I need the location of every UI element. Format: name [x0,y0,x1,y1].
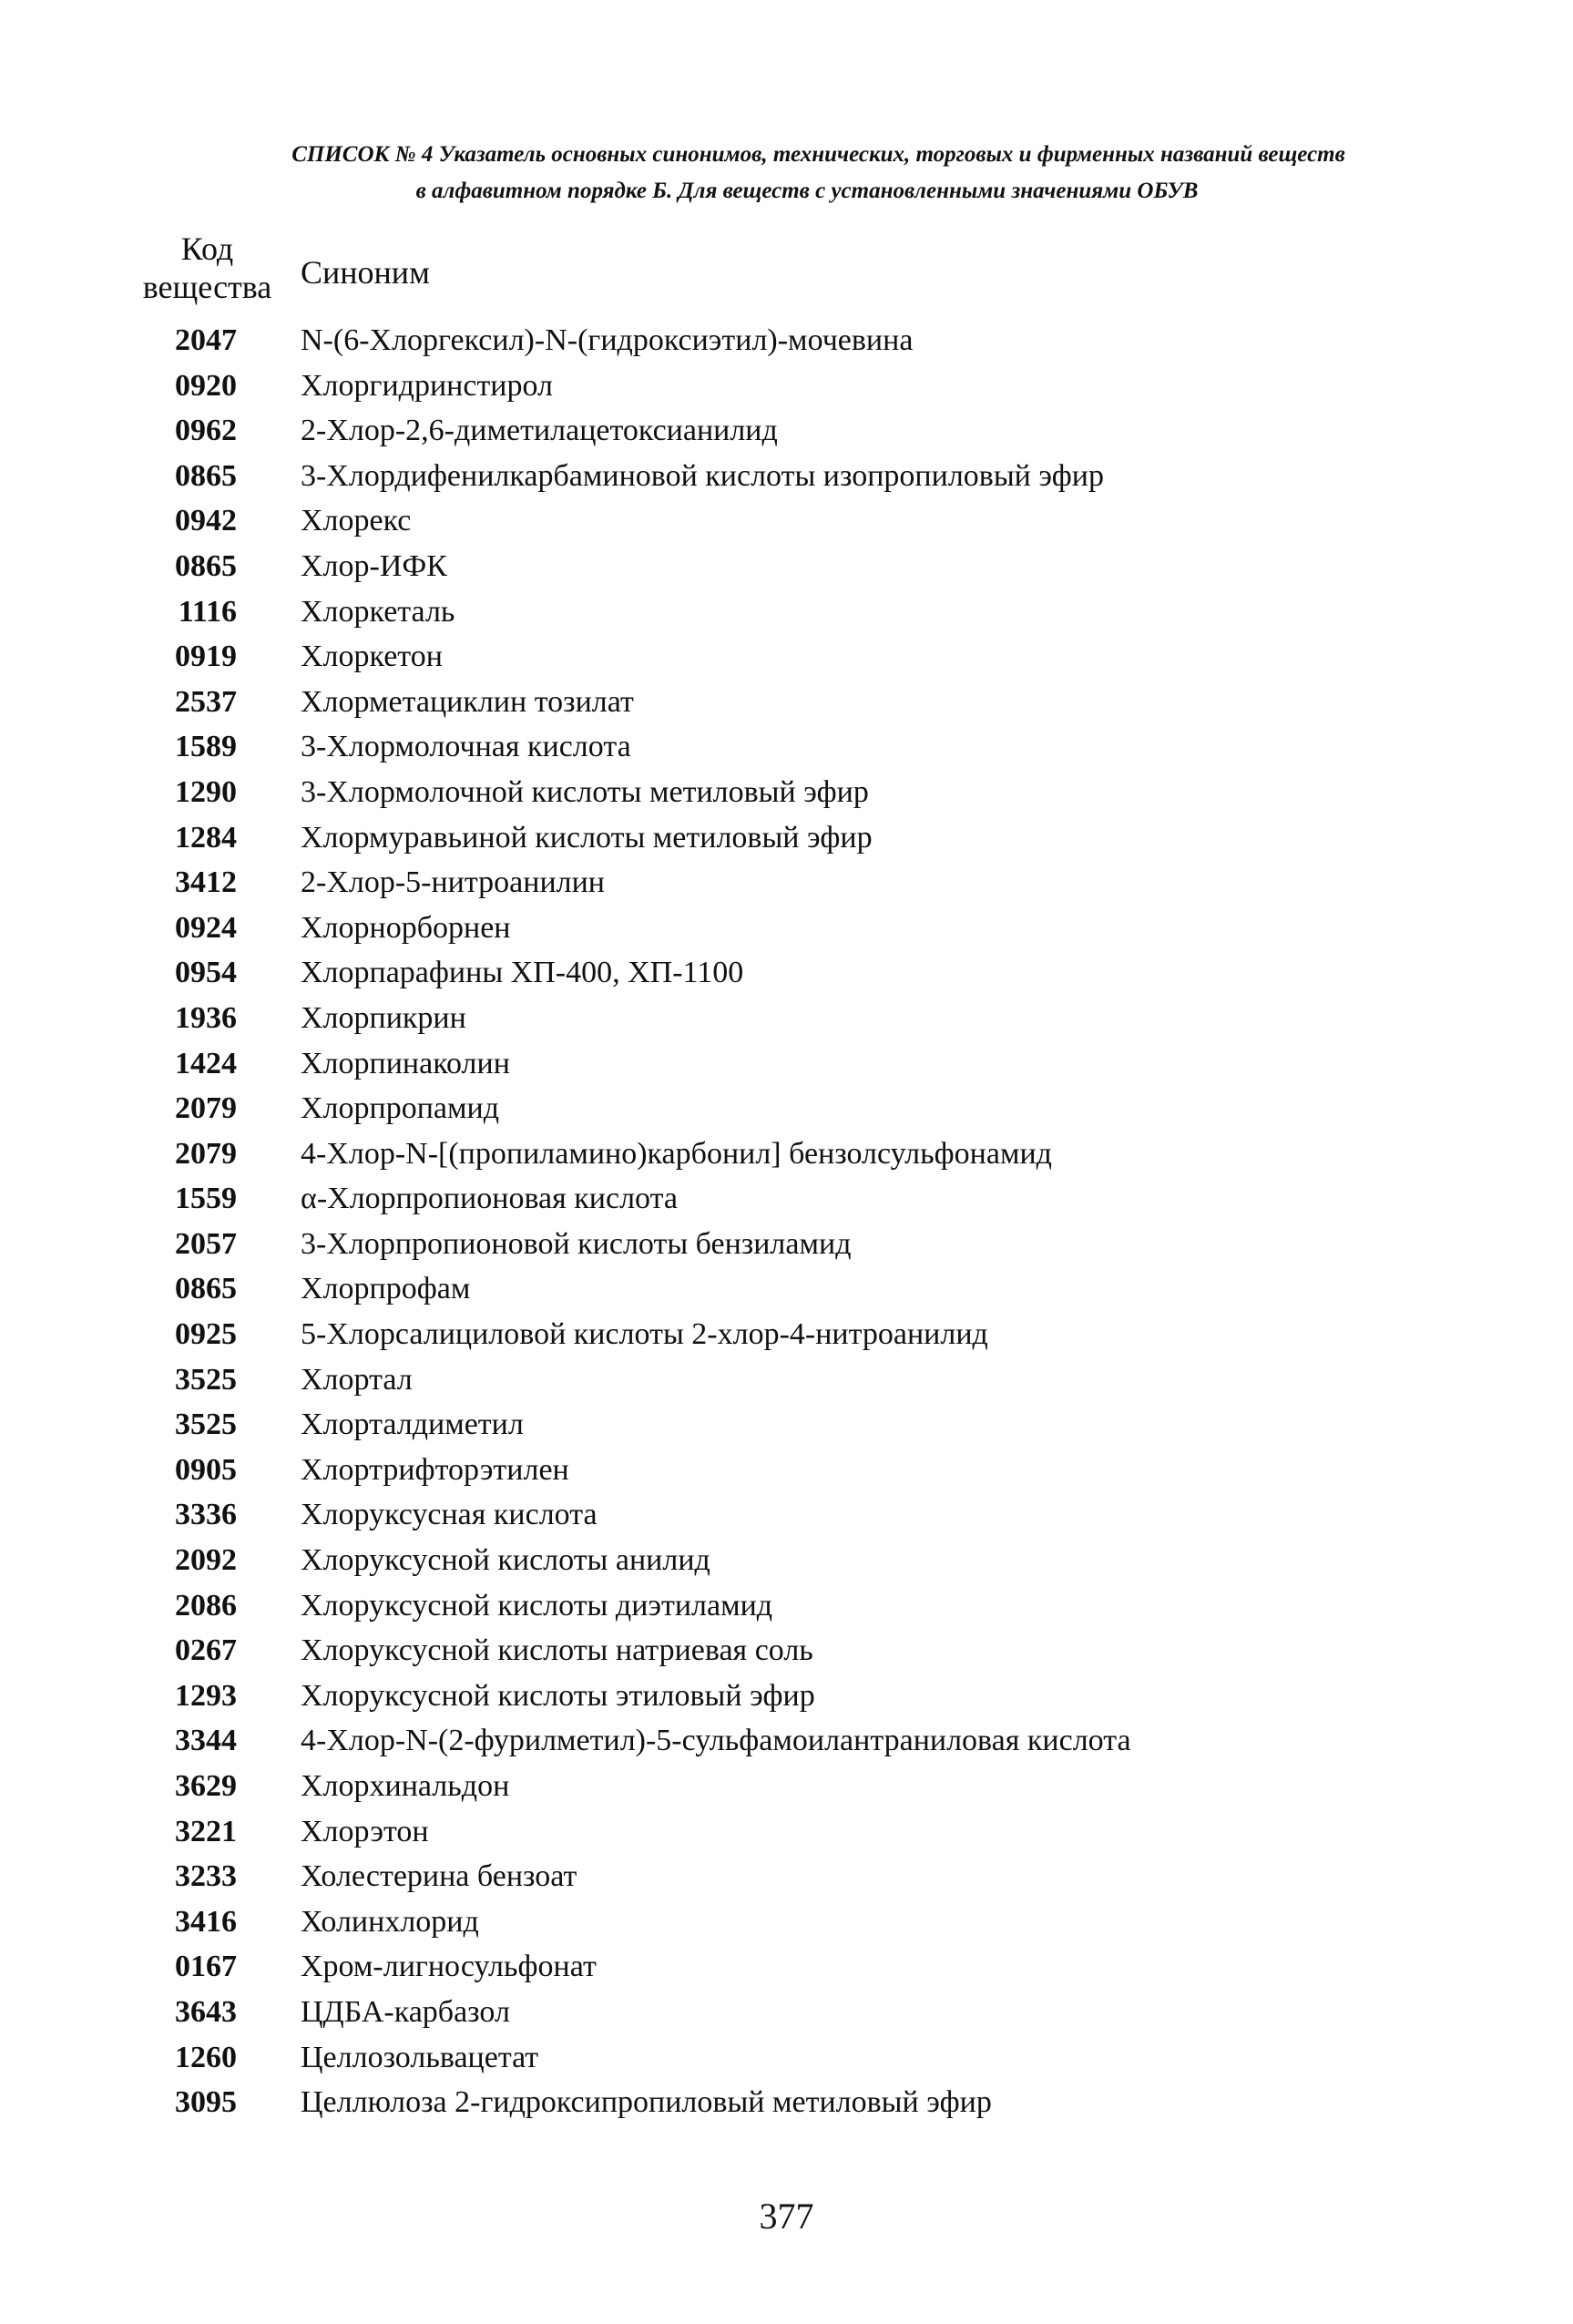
synonym-text: 3-Хлормолочной кислоты метиловый эфир [301,774,869,809]
table-row [0,454,1573,499]
table-row [0,589,1573,635]
substance-code: 0905 [175,1452,237,1487]
table-row [0,1944,1573,1990]
table-row [0,408,1573,454]
synonym-text: 4-Хлор-N-(2-фурилметил)-5-сульфамоилантраниловая кислота [301,1724,1131,1758]
table-row [0,2080,1573,2125]
substance-code: 0920 [175,368,237,403]
synonym-text: 5-Хлорсалициловой кислоты 2-хлор-4-нитроанилид [301,1317,988,1352]
synonym-text: Хлорхинальдон [301,1769,510,1803]
synonym-text: ЦДБА-карбазол [301,1994,510,2029]
substance-code: 0924 [175,910,237,945]
table-row [0,724,1573,770]
table-row [0,1176,1573,1222]
header-title-line-1: СПИСОК № 4 Указатель основных синонимов, технических, торговых и фирменных названий веществ [291,142,1345,167]
table-row [0,544,1573,589]
synonym-text: 4-Хлор-N-[(пропиламино)карбонил] бензолсульфонамид [301,1136,1052,1171]
synonym-text: 3-Хлордифенилкарбаминовой кислоты изопропиловый эфир [301,458,1104,493]
substance-code: 1284 [175,820,237,855]
substance-code: 3221 [175,1814,237,1848]
substance-code: 2047 [175,323,237,357]
synonym-text: Хлорметациклин тозилат [301,684,634,719]
synonym-text: Целлюлоза 2-гидроксипропиловый метиловый эфир [301,2085,992,2120]
synonym-text: Хлорекс [301,504,412,538]
table-row [0,634,1573,680]
table-row [0,1899,1573,1945]
synonym-text: Хлормуравьиной кислоты метиловый эфир [301,820,873,855]
substance-code: 3525 [175,1362,237,1397]
synonym-text: Холинхлорид [301,1904,479,1939]
substance-code: 3643 [175,1994,237,2029]
substance-code: 1589 [175,730,237,764]
synonym-text: Хлортрифторэтилен [301,1452,569,1487]
table-row [0,498,1573,544]
substance-code: 2057 [175,1226,237,1261]
synonym-text: Хлоруксусной кислоты натриевая соль [301,1633,813,1668]
page-header [0,137,1573,210]
synonym-text: Хлорнорборнен [301,910,511,945]
substance-code: 2092 [175,1543,237,1578]
substance-code: 1260 [175,2040,237,2074]
table-row [0,1131,1573,1177]
synonym-text: Хлортал [301,1362,413,1397]
substance-code: 1559 [175,1182,237,1216]
table-row [0,1674,1573,1719]
substance-code: 3629 [175,1769,237,1803]
synonym-text: α-Хлорпропионовая кислота [301,1182,678,1216]
table-row [0,318,1573,363]
substance-code: 0942 [175,504,237,538]
synonym-text: Хлорталдиметил [301,1408,524,1442]
table-row [0,1266,1573,1312]
table-row [0,1402,1573,1448]
synonym-table [0,318,1573,2125]
table-row [0,1990,1573,2035]
table-row [0,1492,1573,1538]
table-row [0,1448,1573,1493]
synonym-text: Хлорпикрин [301,1000,466,1035]
substance-code: 0865 [175,548,237,583]
table-row [0,770,1573,815]
substance-code: 0167 [175,1950,237,1984]
substance-code: 1424 [175,1046,237,1080]
table-row [0,1222,1573,1267]
table-row [0,1312,1573,1357]
page-number: 377 [759,2196,814,2237]
table-row [0,860,1573,906]
substance-code: 3336 [175,1498,237,1532]
substance-code: 2079 [175,1136,237,1171]
synonym-text: Хлор-ИФК [301,548,447,583]
substance-code: 1936 [175,1000,237,1035]
substance-code: 3233 [175,1859,237,1894]
synonym-text: Хлоруксусной кислоты диэтиламид [301,1588,773,1623]
column-header-synonym: Синоним [301,254,430,291]
table-row [0,363,1573,409]
table-row [0,1086,1573,1131]
synonym-text: Хлоркетон [301,640,443,674]
synonym-text: Хлоркеталь [301,594,455,629]
synonym-text: Хлоруксусной кислоты анилид [301,1543,710,1578]
substance-code: 2086 [175,1588,237,1623]
table-row [0,680,1573,725]
synonym-text: Хлоруксусной кислоты этиловый эфир [301,1678,815,1713]
table-row [0,1718,1573,1764]
table-row [0,815,1573,861]
table-row [0,1583,1573,1629]
substance-code: 0919 [175,640,237,674]
synonym-text: Хлорпарафины ХП-400, ХП-1100 [301,956,744,990]
table-row [0,1854,1573,1899]
header-title-line-2: в алфавитном порядке Б. Для веществ с установленными значениями ОБУВ [415,179,1199,203]
synonym-text: Хлорпинаколин [301,1046,510,1080]
substance-code: 2079 [175,1091,237,1126]
table-row [0,906,1573,951]
substance-code: 1116 [178,594,237,629]
synonym-text: Хлорэтон [301,1814,429,1848]
substance-code: 3095 [175,2085,237,2120]
synonym-text: 3-Хлормолочная кислота [301,730,631,764]
column-header-code-line-2: вещества [142,269,272,305]
table-row [0,1041,1573,1087]
synonym-text: Хлоргидринстирол [301,368,554,403]
substance-code: 0865 [175,1272,237,1306]
column-header-code-line-1: Код [180,230,234,267]
substance-code: 1290 [175,774,237,809]
synonym-text: 3-Хлорпропионовой кислоты бензиламид [301,1226,852,1261]
synonym-text: N-(6-Хлоргексил)-N-(гидроксиэтил)-мочевина [301,323,914,357]
synonym-text: Целлозольвацетат [301,2040,539,2074]
table-row [0,1809,1573,1855]
table-row [0,1357,1573,1403]
substance-code: 0865 [175,458,237,493]
synonym-text: 2-Хлор-5-нитроанилин [301,865,605,900]
synonym-text: Хлоруксусная кислота [301,1498,598,1532]
substance-code: 3412 [175,865,237,900]
synonym-text: Хлорпропамид [301,1091,500,1126]
table-row [0,1538,1573,1583]
table-row [0,950,1573,996]
substance-code: 0962 [175,414,237,448]
synonym-text: Хлорпрофам [301,1272,471,1306]
synonym-text: Хром-лигносульфонат [301,1950,597,1984]
synonym-text: Холестерина бензоат [301,1859,577,1894]
table-row [0,1764,1573,1809]
substance-code: 0954 [175,956,237,990]
substance-code: 3344 [175,1724,237,1758]
substance-code: 3416 [175,1904,237,1939]
table-row [0,1628,1573,1674]
substance-code: 1293 [175,1678,237,1713]
column-header-code [128,230,287,306]
table-row [0,2035,1573,2081]
substance-code: 0925 [175,1317,237,1352]
substance-code: 3525 [175,1408,237,1442]
substance-code: 2537 [175,684,237,719]
substance-code: 0267 [175,1633,237,1668]
synonym-text: 2-Хлор-2,6-диметилацетоксианилид [301,414,778,448]
table-row [0,996,1573,1041]
